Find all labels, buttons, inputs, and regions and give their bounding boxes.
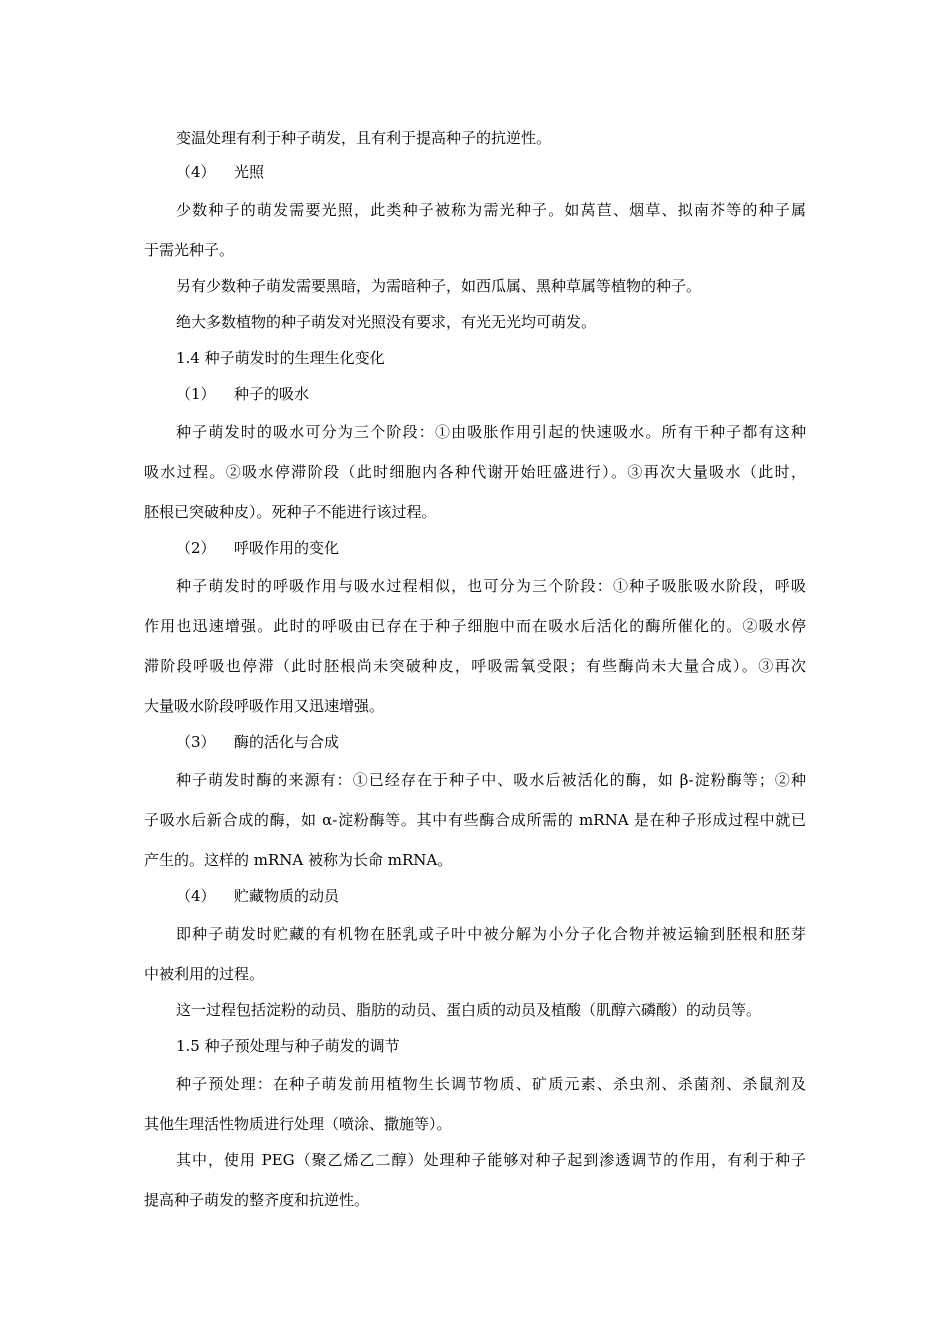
section-number: （3） <box>176 733 216 751</box>
paragraph-line: 变温处理有利于种子萌发，且有利于提高种子的抗逆性。 <box>176 129 552 147</box>
section-title: 呼吸作用的变化 <box>234 539 340 557</box>
paragraph-line: 这一过程包括淀粉的动员、脂肪的动员、蛋白质的动员及植酸（肌醇六磷酸）的动员等。 <box>176 1001 762 1019</box>
section-number: （1） <box>176 385 216 403</box>
section-heading <box>176 162 264 182</box>
paragraph-line: 胚根已突破种皮）。死种子不能进行该过程。 <box>144 503 437 521</box>
section-number: （4） <box>176 163 216 181</box>
section-heading <box>176 538 339 558</box>
section-heading <box>176 384 309 404</box>
paragraph-line: 少数种子的萌发需要光照，此类种子被称为需光种子。如莴苣、烟草、拟南芥等的种子属 <box>176 201 806 219</box>
paragraph-line: 其中，使用 PEG（聚乙烯乙二醇）处理种子能够对种子起到渗透调节的作用，有利于种子 <box>176 1151 806 1169</box>
section-number: （2） <box>176 539 216 557</box>
chapter-heading: 1.4 种子萌发时的生理生化变化 <box>176 349 385 367</box>
paragraph-line: 产生的。这样的 mRNA 被称为长命 mRNA。 <box>144 851 453 869</box>
section-heading <box>176 732 339 752</box>
section-title: 光照 <box>234 163 265 181</box>
paragraph-line: 种子预处理：在种子萌发前用植物生长调节物质、矿质元素、杀虫剂、杀菌剂、杀鼠剂及 <box>176 1075 806 1093</box>
paragraph-line: 种子萌发时酶的来源有：①已经存在于种子中、吸水后被活化的酶，如 β-淀粉酶等；②种 <box>176 771 806 789</box>
paragraph-line: 种子萌发时的吸水可分为三个阶段：①由吸胀作用引起的快速吸水。所有干种子都有这种 <box>176 423 806 441</box>
paragraph-line: 即种子萌发时贮藏的有机物在胚乳或子叶中被分解为小分子化合物并被运输到胚根和胚芽 <box>176 925 806 943</box>
section-title: 种子的吸水 <box>234 385 310 403</box>
section-number: （4） <box>176 887 216 905</box>
paragraph-line: 作用也迅速增强。此时的呼吸由已存在于种子细胞中而在吸水后活化的酶所催化的。②吸水停 <box>144 617 806 635</box>
section-heading <box>176 886 339 906</box>
paragraph-line: 另有少数种子萌发需要黑暗，为需暗种子，如西瓜属、黑种草属等植物的种子。 <box>176 277 702 295</box>
paragraph-line: 中被利用的过程。 <box>144 965 265 983</box>
paragraph-line: 滞阶段呼吸也停滞（此时胚根尚未突破种皮，呼吸需氧受限；有些酶尚未大量合成）。③再次 <box>144 657 806 675</box>
paragraph-line: 种子萌发时的呼吸作用与吸水过程相似，也可分为三个阶段：①种子吸胀吸水阶段，呼吸 <box>176 577 806 595</box>
paragraph-line: 其他生理活性物质进行处理（喷涂、撒施等）。 <box>144 1115 452 1133</box>
paragraph-line: 于需光种子。 <box>144 241 235 259</box>
section-title: 贮藏物质的动员 <box>234 887 340 905</box>
paragraph-line: 提高种子萌发的整齐度和抗逆性。 <box>144 1191 370 1209</box>
paragraph-line: 吸水过程。②吸水停滞阶段（此时细胞内各种代谢开始旺盛进行）。③再次大量吸水（此时， <box>144 463 806 481</box>
paragraph-line: 子吸水后新合成的酶，如 α-淀粉酶等。其中有些酶合成所需的 mRNA 是在种子形成过程中就已 <box>144 811 806 829</box>
paragraph-line: 绝大多数植物的种子萌发对光照没有要求，有光无光均可萌发。 <box>176 313 597 331</box>
chapter-heading: 1.5 种子预处理与种子萌发的调节 <box>176 1037 400 1055</box>
paragraph-line: 大量吸水阶段呼吸作用又迅速增强。 <box>144 697 385 715</box>
section-title: 酶的活化与合成 <box>234 733 340 751</box>
